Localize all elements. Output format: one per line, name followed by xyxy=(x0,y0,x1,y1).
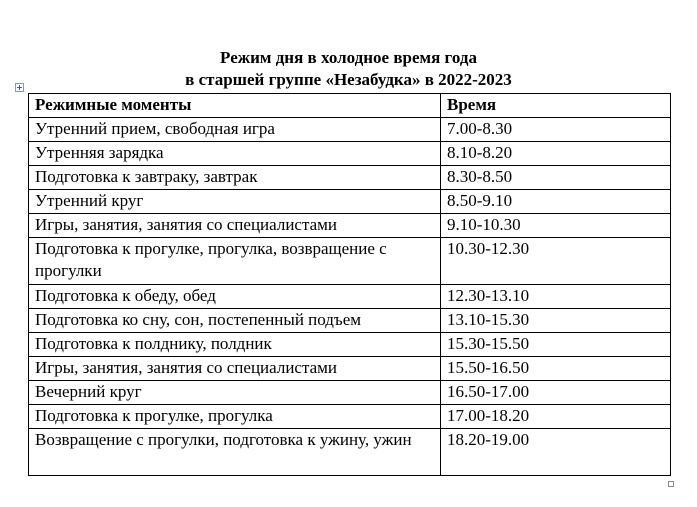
table-row xyxy=(29,166,671,190)
time-cell[interactable]: 8.30-8.50 xyxy=(441,166,671,190)
header-time[interactable]: Время xyxy=(441,94,671,118)
document-title xyxy=(0,47,697,91)
table-resize-handle-icon[interactable] xyxy=(668,481,674,487)
time-cell[interactable]: 8.10-8.20 xyxy=(441,142,671,166)
header-activity[interactable]: Режимные моменты xyxy=(29,94,441,118)
time-cell[interactable]: 8.50-9.10 xyxy=(441,190,671,214)
time-cell[interactable]: 16.50-17.00 xyxy=(441,381,671,405)
schedule-table xyxy=(28,93,671,476)
table-row xyxy=(29,381,671,405)
table-row xyxy=(29,190,671,214)
activity-cell[interactable]: Игры, занятия, занятия со специалистами xyxy=(29,357,441,381)
activity-cell[interactable]: Утренняя зарядка xyxy=(29,142,441,166)
table-row xyxy=(29,214,671,238)
table-header-row xyxy=(29,94,671,118)
activity-cell[interactable]: Подготовка ко сну, сон, постепенный подъем xyxy=(29,309,441,333)
table-row xyxy=(29,118,671,142)
time-cell[interactable]: 12.30-13.10 xyxy=(441,285,671,309)
time-cell[interactable]: 15.50-16.50 xyxy=(441,357,671,381)
table-row xyxy=(29,405,671,429)
time-cell[interactable]: 17.00-18.20 xyxy=(441,405,671,429)
activity-cell[interactable]: Утренний прием, свободная игра xyxy=(29,118,441,142)
table-row xyxy=(29,357,671,381)
title-line-1: Режим дня в холодное время года xyxy=(220,48,477,67)
table-row xyxy=(29,142,671,166)
activity-cell[interactable]: Подготовка к обеду, обед xyxy=(29,285,441,309)
table-row xyxy=(29,238,671,285)
title-line-2: в старшей группе «Незабудка» в 2022-2023 xyxy=(185,70,512,89)
table-move-handle-icon[interactable] xyxy=(15,83,24,92)
time-cell[interactable]: 13.10-15.30 xyxy=(441,309,671,333)
activity-cell[interactable]: Подготовка к прогулке, прогулка xyxy=(29,405,441,429)
table-row xyxy=(29,309,671,333)
activity-cell[interactable]: Возвращение с прогулки, подготовка к ужину, ужин xyxy=(29,429,441,476)
table-row xyxy=(29,285,671,309)
time-cell[interactable]: 15.30-15.50 xyxy=(441,333,671,357)
activity-cell[interactable]: Подготовка к завтраку, завтрак xyxy=(29,166,441,190)
activity-cell[interactable]: Игры, занятия, занятия со специалистами xyxy=(29,214,441,238)
time-cell[interactable]: 7.00-8.30 xyxy=(441,118,671,142)
activity-cell[interactable]: Подготовка к полднику, полдник xyxy=(29,333,441,357)
table-row xyxy=(29,429,671,476)
activity-cell[interactable]: Вечерний круг xyxy=(29,381,441,405)
time-cell[interactable]: 10.30-12.30 xyxy=(441,238,671,285)
activity-cell[interactable]: Утренний круг xyxy=(29,190,441,214)
time-cell[interactable]: 9.10-10.30 xyxy=(441,214,671,238)
activity-cell[interactable]: Подготовка к прогулке, прогулка, возвращение с прогулки xyxy=(29,238,441,285)
table-row xyxy=(29,333,671,357)
time-cell[interactable]: 18.20-19.00 xyxy=(441,429,671,476)
